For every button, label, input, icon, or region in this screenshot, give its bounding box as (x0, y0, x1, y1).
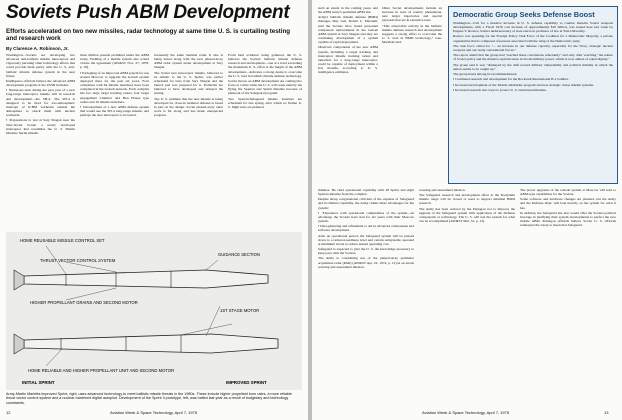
paragraph: The Army is considering use of the phased-array perimeter acquisition radar (PAR) (AW&ST Apr. 22, 1974, p. 12) in an attack warning and assessment mission. (318, 256, 414, 269)
paragraph: ▪ Preparations to test at Sary Shagan near the Sino-Soviet border a newly developed interceptor that resembles the U. S. Martin Marietta Sprint missile. (6, 118, 75, 135)
missile-diagram-svg (6, 232, 302, 390)
text-column-top-left (318, 6, 378, 182)
text-column-bottom-1 (318, 188, 414, 406)
text-column-2 (80, 53, 149, 229)
paragraph: The Soviet new interceptor missile, believed to be similar to the U. S. Sprint, was earlier scheduled for tests from Sary Shagan and the launch pad was prepared for it. Problems are believed to have developed and delayed the testing. (154, 70, 223, 96)
text-column-1 (6, 53, 75, 229)
paragraph: The Army has been ordered by the Pentagon not to improve the upgrade of the Safeguard system with application of the Defense components or technology. The U. S. will test the system for what can be accomplished (AW&ST Mar. 31, p. 12). (419, 206, 515, 224)
missile-diagram (6, 232, 302, 390)
page-number-left: 12 (6, 410, 11, 415)
page-number-right: 13 (604, 410, 609, 415)
paragraph: Intelligence officials believe the advanced ABM development program of the USSR includes: (6, 78, 75, 88)
figure-label-reentry: THRUST VECTOR CONTROL SYSTEM (40, 258, 116, 263)
sidebar-box-title: Democratic Group Seeks Defense Boost (453, 10, 595, 19)
paragraph: From hard evidence being gathered, the U. S. believes the Soviets' ballistic missile defense research and development—one at a level exceeding the maximum U. S. effort at the height of the ABM development—indicates a strong desire to overcome the U. S. lead in ballistic missile defense technology. (228, 53, 302, 78)
box-paragraph: The group listed among its recommendations: (453, 71, 518, 76)
box-paragraph: ▪ Increased research into ways to protect U. S. land-based missiles. (453, 87, 547, 92)
paragraph: ▪ Experience with operational complexities of the system—an advantage the Soviets have had for six years with their Moscow system. (318, 210, 414, 224)
figure-label-guidance: GUIDANCE SECTION (218, 252, 260, 257)
paragraph: The power upgrades of the Galosh system at Moscow will lead to ABM-type capabilities for the Soviets. (520, 188, 616, 197)
paragraph: eventually the same Sentinel radar. It also is being tested along with the new phased-array ABM radar system under development at Sary Shagan. (154, 53, 223, 70)
box-paragraph: The group said it was "dismayed by the drift toward military vulnerability and political timidity in which the nation seems to be caught up." (453, 62, 613, 71)
figure-caption: Army-Martin Marietta improved Sprint, right, uses advanced technology to meet ballistic missile threats in the 1980s. These include higher propellant burn rates, a more reliable thrust vector control system and a nuclear-hardened digital autopilot. Development of the Sprint II prototype, left, was halted last year as a result of budgetary and technology constraints. (6, 392, 292, 405)
left-page (0, 0, 308, 420)
paragraph: three million pounds permitted under the ABM treaty. Fielding of a mobile system also would violate the agreement (AW&ST Nov. 27, 1978, p. 18). (80, 53, 149, 70)
paragraph: Army's ballistic missile defense (BMD) manager, Maj. Gen. Robert C. Marshall, said the Soviets have tested personnel component replacements in the Galosh ABM system at Sary Shagan and they are continuing development of a system capable of rapid deployment. (318, 15, 378, 45)
box-paragraph: ▪ Increased development of the Trident submarine program and new strategic cruise missile systems. (453, 82, 594, 87)
right-page (312, 0, 622, 420)
article-deck: Efforts accelerated on two new missiles, radar technology at same time U. S. is curtailing testing and research work (6, 28, 291, 43)
paragraph: ▪ Development of a new ABM defense system that would use the SH-4 long-range missile, and perhaps the new interceptor to be tested. (80, 104, 149, 118)
paragraph: Other Soviet developments include an increase in tests of reentry phenomena, new target trajectories and special payloads that are in extensive tests. (382, 6, 442, 23)
paragraph: Some software and hardware changes are planned, but the Army and the Defense Dept. will lean heavily on the system for what it has. (520, 197, 616, 210)
initial-sprint-missile (14, 270, 268, 290)
paragraph: ▪ Data-gathering and refinement to aid in advanced components and software development. (318, 224, 414, 233)
paragraph: "This observable activity in the ballistic missile defense research and development suggests a strong effort to overcome the U. S. lead in BMD technology," Gen. Marshall said. (382, 23, 442, 45)
box-paragraph: Rostow was speaking for the Foreign Policy Task Force of the Coalition for a Democratic Majority, a private organization that is composed of persons associated with the wing of the Democratic party. (453, 34, 613, 43)
improved-sprint-missile (14, 334, 278, 354)
paragraph: ▪ Numerous tests during the past year of a new long-range interceptor missile still in research and development—the SH-4. The SH-4 is designed to be fired for exo-atmospheric intercept of ICBM warheads outside the atmosphere to attack them with nuclear warheads. (6, 88, 75, 118)
footer-left: Aviation Week & Space Technology, April 7, 1975 (110, 410, 198, 415)
figure-label-sensors: HIGHER PROPELLANT GRAINS AND SECOND MOTOR (30, 300, 138, 305)
text-column-bottom-2 (419, 188, 515, 406)
box-paragraph: The task force called for "... an increase in our defense capacity, especially for the Navy, strategic nuclear weapons and our ready conventional forces." (453, 43, 613, 52)
text-column-bottom-3 (520, 188, 616, 406)
text-column-3 (154, 53, 223, 229)
paragraph: warning and assessment mission. (419, 188, 466, 192)
figure-label-bottom: HOME RELIABLE AND HIGHER PROPELLANT UNIT AND SECOND MOTOR (28, 368, 175, 373)
paragraph: The U. S. estimate that the new missile is being developed for close-in terminal defense is based in part on the design. Soviet phased-array radar work is far along and has made unexpected progress. (154, 96, 223, 118)
box-paragraph: The report added that the group had "reached these conclusions reluctantly" and only after watching "the nature of Soviet policy and the massive rapid increase in Soviet military power, which is now almost of equal dignity." (453, 53, 613, 62)
box-paragraph: Washington—Call for a massive increase in U. S. defense capability to counter massive Soviet weapons developments, with a Fiscal 1976 cost increase of approximately $10 billion, was issued here last week by Eugene V. Rostow, former undersecretary of state and now professor of law at Yale University. (453, 21, 613, 34)
article-headline: Soviets Push ABM Development (6, 2, 290, 23)
paragraph: Safeguard is expected to give the U. S. the knowledge necessary to keep pace with the Soviets. (318, 247, 414, 256)
paragraph: such an extent in the coming years, and the ABM treaty's permitted ABM site. (318, 6, 378, 15)
paragraph: Two Spartan/Safeguard missile launches are scheduled for late spring, after which no further U. S. flight tests are planned. (228, 96, 302, 109)
paragraph: Washington—Soviets are developing two advanced anti-ballistic missile interceptors and vigorously pursuing other technology efforts that could provide them parity with the U. S. anti-ballistic missile defense system in the near future. (6, 53, 75, 78)
paragraph: Soviet moves on ABM development are coming into focus at a time when the U. S. will cease entirely ten flying the Spartan and Sprint missiles because of phaseout of the Safeguard program. (228, 78, 302, 96)
figure-label-first-stage: 1ST STAGE MOTOR (220, 308, 260, 313)
paragraph: missiles. He cited operational capability with 28 Sprint and eight Spartan missiles from the complex. (318, 188, 414, 197)
figure-label-top: HOME REUSABLE MISSILE CONTROL SET (20, 238, 105, 243)
paragraph: Despite sharp congressional criticism of the expense of Safeguard and its limited capability, the Army claims these advantages for the system: (318, 197, 414, 210)
sidebar-box (448, 6, 618, 184)
figure-label-initial-sprint: INITIAL SPRINT (22, 380, 55, 385)
text-column-top-mid (382, 6, 442, 182)
paragraph: ▪ Packaging of an improved ABM system for use around Moscow to upgrade the Galosh system deployed there for the past six years. Four complexes with 64 missile launchers have been completed in the Galosh network. Each complex has two large target tracking radars, four target engagement Chekhov and Hen House type radars and 16 missile launchers. (80, 70, 149, 104)
sidebar-box-body (453, 21, 613, 92)
figure-label-improved-sprint: IMPROVED SPRINT (226, 380, 267, 385)
paragraph: After an operational period, the Safeguard system will be phased down to a reduced-readiness level and certain subsystems operated at minimum levels to reduce annual operating cost. (318, 233, 414, 246)
text-column-4 (228, 53, 302, 229)
paragraph: Observed components of the new ABM system, including a target tracking and interceptor missile tracking radars and launchers for a long-range interceptor, could be capable of deployment within a few months, according to U. S. intelligence estimates. (318, 45, 378, 75)
footer-right: Aviation Week & Space Technology, April 7, 1975 (422, 410, 510, 415)
article-byline: By Clarence A. Robinson, Jr. (6, 46, 69, 51)
paragraph: The Safeguard research and development effort at the Kwajalein missile range will be closed or used to support minimal BMD research. (419, 193, 515, 206)
paragraph: In addition, the Safeguard site also would offer the Soviets political leverage in justifying their system developments to perfect the new mobile ABM. Pentagon officials believe Soviet U. S. officials reinterpret the treaty to mean that Safeguard. (520, 210, 616, 228)
box-paragraph: ▪ Continued research and development for the Rockwell International B-1 bomber. (453, 77, 569, 82)
